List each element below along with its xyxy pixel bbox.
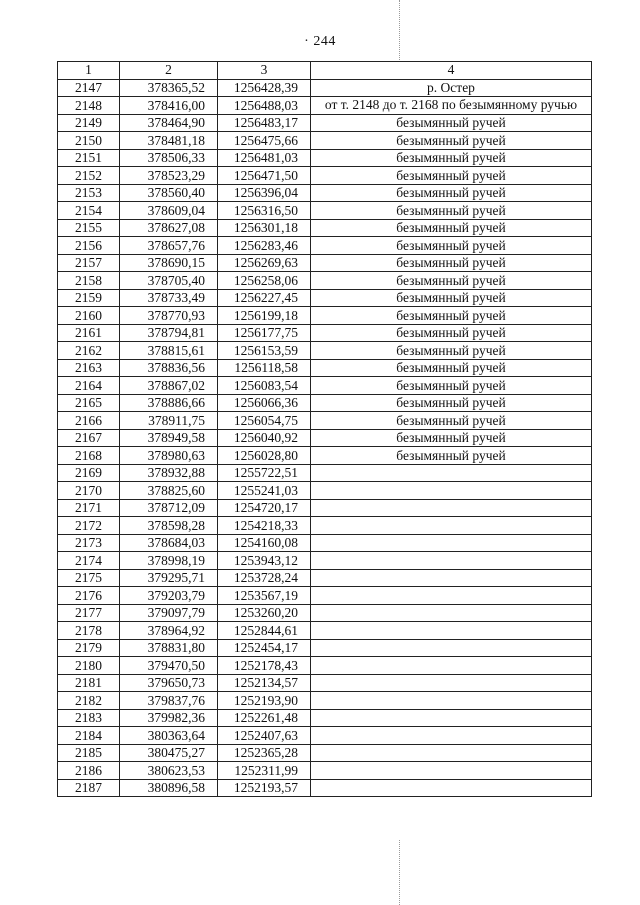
y-coordinate-cell: 1256396,04 bbox=[218, 184, 311, 202]
table-row bbox=[58, 639, 592, 657]
y-coordinate-cell: 1253728,24 bbox=[218, 569, 311, 587]
y-coordinate-cell: 1256118,58 bbox=[218, 359, 311, 377]
table-row bbox=[58, 587, 592, 605]
x-coordinate-cell: 380896,58 bbox=[120, 779, 218, 797]
y-coordinate-cell: 1256488,03 bbox=[218, 97, 311, 115]
table-row bbox=[58, 779, 592, 797]
x-coordinate-cell: 378684,03 bbox=[120, 534, 218, 552]
point-number-cell: 2154 bbox=[58, 202, 120, 220]
y-coordinate-cell: 1252261,48 bbox=[218, 709, 311, 727]
x-coordinate-cell: 380363,64 bbox=[120, 727, 218, 745]
point-number-cell: 2183 bbox=[58, 709, 120, 727]
point-number-cell: 2173 bbox=[58, 534, 120, 552]
x-coordinate-cell: 378770,93 bbox=[120, 307, 218, 325]
point-number-cell: 2180 bbox=[58, 657, 120, 675]
table-row bbox=[58, 149, 592, 167]
table-row bbox=[58, 674, 592, 692]
point-number-cell: 2185 bbox=[58, 744, 120, 762]
y-coordinate-cell: 1254218,33 bbox=[218, 517, 311, 535]
y-coordinate-cell: 1252193,57 bbox=[218, 779, 311, 797]
table-row bbox=[58, 342, 592, 360]
table-row bbox=[58, 219, 592, 237]
description-cell bbox=[311, 727, 592, 745]
x-coordinate-cell: 378365,52 bbox=[120, 79, 218, 97]
description-cell bbox=[311, 639, 592, 657]
x-coordinate-cell: 378523,29 bbox=[120, 167, 218, 185]
point-number-cell: 2168 bbox=[58, 447, 120, 465]
table-row bbox=[58, 307, 592, 325]
point-number-cell: 2155 bbox=[58, 219, 120, 237]
point-number-cell: 2174 bbox=[58, 552, 120, 570]
x-coordinate-cell: 378705,40 bbox=[120, 272, 218, 290]
table-row bbox=[58, 132, 592, 150]
description-cell bbox=[311, 534, 592, 552]
point-number-cell: 2172 bbox=[58, 517, 120, 535]
y-coordinate-cell: 1256054,75 bbox=[218, 412, 311, 430]
description-cell: безымянный ручей bbox=[311, 272, 592, 290]
y-coordinate-cell: 1252365,28 bbox=[218, 744, 311, 762]
column-header-1: 1 bbox=[58, 62, 120, 80]
table-row bbox=[58, 762, 592, 780]
x-coordinate-cell: 378464,90 bbox=[120, 114, 218, 132]
x-coordinate-cell: 378416,00 bbox=[120, 97, 218, 115]
x-coordinate-cell: 379650,73 bbox=[120, 674, 218, 692]
y-coordinate-cell: 1256177,75 bbox=[218, 324, 311, 342]
description-cell bbox=[311, 657, 592, 675]
description-cell bbox=[311, 569, 592, 587]
description-cell: безымянный ручей bbox=[311, 114, 592, 132]
point-number-cell: 2170 bbox=[58, 482, 120, 500]
table-header-row bbox=[58, 62, 592, 80]
column-header-4: 4 bbox=[311, 62, 592, 80]
x-coordinate-cell: 378609,04 bbox=[120, 202, 218, 220]
x-coordinate-cell: 378690,15 bbox=[120, 254, 218, 272]
x-coordinate-cell: 379203,79 bbox=[120, 587, 218, 605]
y-coordinate-cell: 1256283,46 bbox=[218, 237, 311, 255]
x-coordinate-cell: 378815,61 bbox=[120, 342, 218, 360]
x-coordinate-cell: 378794,81 bbox=[120, 324, 218, 342]
table-row bbox=[58, 429, 592, 447]
point-number-cell: 2177 bbox=[58, 604, 120, 622]
y-coordinate-cell: 1253260,20 bbox=[218, 604, 311, 622]
table-body bbox=[58, 79, 592, 797]
description-cell: безымянный ручей bbox=[311, 324, 592, 342]
description-cell: безымянный ручей bbox=[311, 447, 592, 465]
point-number-cell: 2161 bbox=[58, 324, 120, 342]
x-coordinate-cell: 378964,92 bbox=[120, 622, 218, 640]
y-coordinate-cell: 1252134,57 bbox=[218, 674, 311, 692]
y-coordinate-cell: 1254720,17 bbox=[218, 499, 311, 517]
x-coordinate-cell: 380623,53 bbox=[120, 762, 218, 780]
description-cell: безымянный ручей bbox=[311, 219, 592, 237]
x-coordinate-cell: 378911,75 bbox=[120, 412, 218, 430]
point-number-cell: 2153 bbox=[58, 184, 120, 202]
table-row bbox=[58, 79, 592, 97]
scan-artifact-line bbox=[399, 0, 400, 60]
x-coordinate-cell: 379470,50 bbox=[120, 657, 218, 675]
point-number-cell: 2166 bbox=[58, 412, 120, 430]
table-row bbox=[58, 499, 592, 517]
description-cell: безымянный ручей bbox=[311, 377, 592, 395]
y-coordinate-cell: 1256083,54 bbox=[218, 377, 311, 395]
description-cell: безымянный ручей bbox=[311, 184, 592, 202]
y-coordinate-cell: 1256153,59 bbox=[218, 342, 311, 360]
y-coordinate-cell: 1252407,63 bbox=[218, 727, 311, 745]
point-number-cell: 2163 bbox=[58, 359, 120, 377]
table-row bbox=[58, 184, 592, 202]
x-coordinate-cell: 378481,18 bbox=[120, 132, 218, 150]
point-number-cell: 2165 bbox=[58, 394, 120, 412]
x-coordinate-cell: 379097,79 bbox=[120, 604, 218, 622]
table-row bbox=[58, 657, 592, 675]
x-coordinate-cell: 378867,02 bbox=[120, 377, 218, 395]
table-row bbox=[58, 394, 592, 412]
description-cell: безымянный ручей bbox=[311, 167, 592, 185]
description-cell: безымянный ручей bbox=[311, 254, 592, 272]
x-coordinate-cell: 378598,28 bbox=[120, 517, 218, 535]
y-coordinate-cell: 1256199,18 bbox=[218, 307, 311, 325]
point-number-cell: 2150 bbox=[58, 132, 120, 150]
point-number-cell: 2151 bbox=[58, 149, 120, 167]
x-coordinate-cell: 378831,80 bbox=[120, 639, 218, 657]
point-number-cell: 2152 bbox=[58, 167, 120, 185]
description-cell bbox=[311, 464, 592, 482]
x-coordinate-cell: 378998,19 bbox=[120, 552, 218, 570]
table-row bbox=[58, 552, 592, 570]
point-number-cell: 2181 bbox=[58, 674, 120, 692]
description-cell bbox=[311, 762, 592, 780]
y-coordinate-cell: 1256316,50 bbox=[218, 202, 311, 220]
y-coordinate-cell: 1256483,17 bbox=[218, 114, 311, 132]
y-coordinate-cell: 1255722,51 bbox=[218, 464, 311, 482]
point-number-cell: 2179 bbox=[58, 639, 120, 657]
point-number-cell: 2176 bbox=[58, 587, 120, 605]
point-number-cell: 2178 bbox=[58, 622, 120, 640]
point-number-cell: 2184 bbox=[58, 727, 120, 745]
y-coordinate-cell: 1256301,18 bbox=[218, 219, 311, 237]
table-row bbox=[58, 709, 592, 727]
y-coordinate-cell: 1252454,17 bbox=[218, 639, 311, 657]
description-cell bbox=[311, 622, 592, 640]
table-row bbox=[58, 447, 592, 465]
description-cell: безымянный ручей bbox=[311, 202, 592, 220]
x-coordinate-cell: 378712,09 bbox=[120, 499, 218, 517]
point-number-cell: 2157 bbox=[58, 254, 120, 272]
x-coordinate-cell: 379982,36 bbox=[120, 709, 218, 727]
description-cell: безымянный ручей bbox=[311, 412, 592, 430]
description-cell: безымянный ручей bbox=[311, 289, 592, 307]
table-row bbox=[58, 359, 592, 377]
y-coordinate-cell: 1256028,80 bbox=[218, 447, 311, 465]
y-coordinate-cell: 1252193,90 bbox=[218, 692, 311, 710]
table-row bbox=[58, 534, 592, 552]
y-coordinate-cell: 1256475,66 bbox=[218, 132, 311, 150]
point-number-cell: 2159 bbox=[58, 289, 120, 307]
point-number-cell: 2164 bbox=[58, 377, 120, 395]
column-header-3: 3 bbox=[218, 62, 311, 80]
table-row bbox=[58, 744, 592, 762]
point-number-cell: 2162 bbox=[58, 342, 120, 360]
table-row bbox=[58, 202, 592, 220]
x-coordinate-cell: 378980,63 bbox=[120, 447, 218, 465]
table-row bbox=[58, 237, 592, 255]
point-number-cell: 2156 bbox=[58, 237, 120, 255]
description-cell: безымянный ручей bbox=[311, 359, 592, 377]
point-number-cell: 2158 bbox=[58, 272, 120, 290]
y-coordinate-cell: 1252311,99 bbox=[218, 762, 311, 780]
table-row bbox=[58, 97, 592, 115]
description-cell: безымянный ручей bbox=[311, 342, 592, 360]
description-cell: безымянный ручей bbox=[311, 237, 592, 255]
x-coordinate-cell: 378657,76 bbox=[120, 237, 218, 255]
y-coordinate-cell: 1256040,92 bbox=[218, 429, 311, 447]
y-coordinate-cell: 1254160,08 bbox=[218, 534, 311, 552]
table-row bbox=[58, 622, 592, 640]
x-coordinate-cell: 378627,08 bbox=[120, 219, 218, 237]
point-number-cell: 2160 bbox=[58, 307, 120, 325]
x-coordinate-cell: 379295,71 bbox=[120, 569, 218, 587]
x-coordinate-cell: 379837,76 bbox=[120, 692, 218, 710]
point-number-cell: 2187 bbox=[58, 779, 120, 797]
description-cell: безымянный ручей bbox=[311, 307, 592, 325]
y-coordinate-cell: 1256269,63 bbox=[218, 254, 311, 272]
description-cell bbox=[311, 779, 592, 797]
description-cell: безымянный ручей bbox=[311, 149, 592, 167]
table-row bbox=[58, 254, 592, 272]
x-coordinate-cell: 378825,60 bbox=[120, 482, 218, 500]
point-number-cell: 2175 bbox=[58, 569, 120, 587]
description-cell bbox=[311, 499, 592, 517]
y-coordinate-cell: 1256227,45 bbox=[218, 289, 311, 307]
table-row bbox=[58, 692, 592, 710]
table-row bbox=[58, 272, 592, 290]
x-coordinate-cell: 378506,33 bbox=[120, 149, 218, 167]
point-number-cell: 2169 bbox=[58, 464, 120, 482]
y-coordinate-cell: 1256428,39 bbox=[218, 79, 311, 97]
x-coordinate-cell: 378932,88 bbox=[120, 464, 218, 482]
column-header-2: 2 bbox=[120, 62, 218, 80]
page-number: · 244 bbox=[304, 34, 336, 49]
table-row bbox=[58, 289, 592, 307]
x-coordinate-cell: 378886,66 bbox=[120, 394, 218, 412]
description-cell bbox=[311, 587, 592, 605]
point-number-cell: 2186 bbox=[58, 762, 120, 780]
y-coordinate-cell: 1256481,03 bbox=[218, 149, 311, 167]
point-number-cell: 2148 bbox=[58, 97, 120, 115]
table-row bbox=[58, 412, 592, 430]
description-cell: от т. 2148 до т. 2168 по безымянному ручью bbox=[311, 97, 592, 115]
table-row bbox=[58, 569, 592, 587]
table-row bbox=[58, 604, 592, 622]
description-cell bbox=[311, 674, 592, 692]
description-cell: р. Остер bbox=[311, 79, 592, 97]
y-coordinate-cell: 1255241,03 bbox=[218, 482, 311, 500]
point-number-cell: 2182 bbox=[58, 692, 120, 710]
x-coordinate-cell: 378949,58 bbox=[120, 429, 218, 447]
description-cell bbox=[311, 744, 592, 762]
description-cell: безымянный ручей bbox=[311, 394, 592, 412]
table-row bbox=[58, 324, 592, 342]
point-number-cell: 2149 bbox=[58, 114, 120, 132]
table-row bbox=[58, 464, 592, 482]
table-row bbox=[58, 727, 592, 745]
description-cell bbox=[311, 517, 592, 535]
point-number-cell: 2167 bbox=[58, 429, 120, 447]
description-cell bbox=[311, 552, 592, 570]
y-coordinate-cell: 1256066,36 bbox=[218, 394, 311, 412]
table-row bbox=[58, 377, 592, 395]
description-cell bbox=[311, 604, 592, 622]
description-cell: безымянный ручей bbox=[311, 429, 592, 447]
y-coordinate-cell: 1256258,06 bbox=[218, 272, 311, 290]
point-number-cell: 2147 bbox=[58, 79, 120, 97]
y-coordinate-cell: 1252178,43 bbox=[218, 657, 311, 675]
x-coordinate-cell: 378733,49 bbox=[120, 289, 218, 307]
coordinates-table bbox=[57, 61, 592, 797]
y-coordinate-cell: 1253943,12 bbox=[218, 552, 311, 570]
y-coordinate-cell: 1252844,61 bbox=[218, 622, 311, 640]
description-cell: безымянный ручей bbox=[311, 132, 592, 150]
y-coordinate-cell: 1256471,50 bbox=[218, 167, 311, 185]
x-coordinate-cell: 380475,27 bbox=[120, 744, 218, 762]
description-cell bbox=[311, 692, 592, 710]
table-row bbox=[58, 517, 592, 535]
table-row bbox=[58, 482, 592, 500]
scan-artifact-line bbox=[399, 840, 400, 905]
point-number-cell: 2171 bbox=[58, 499, 120, 517]
description-cell bbox=[311, 482, 592, 500]
y-coordinate-cell: 1253567,19 bbox=[218, 587, 311, 605]
table-row bbox=[58, 167, 592, 185]
description-cell bbox=[311, 709, 592, 727]
table-row bbox=[58, 114, 592, 132]
x-coordinate-cell: 378560,40 bbox=[120, 184, 218, 202]
x-coordinate-cell: 378836,56 bbox=[120, 359, 218, 377]
